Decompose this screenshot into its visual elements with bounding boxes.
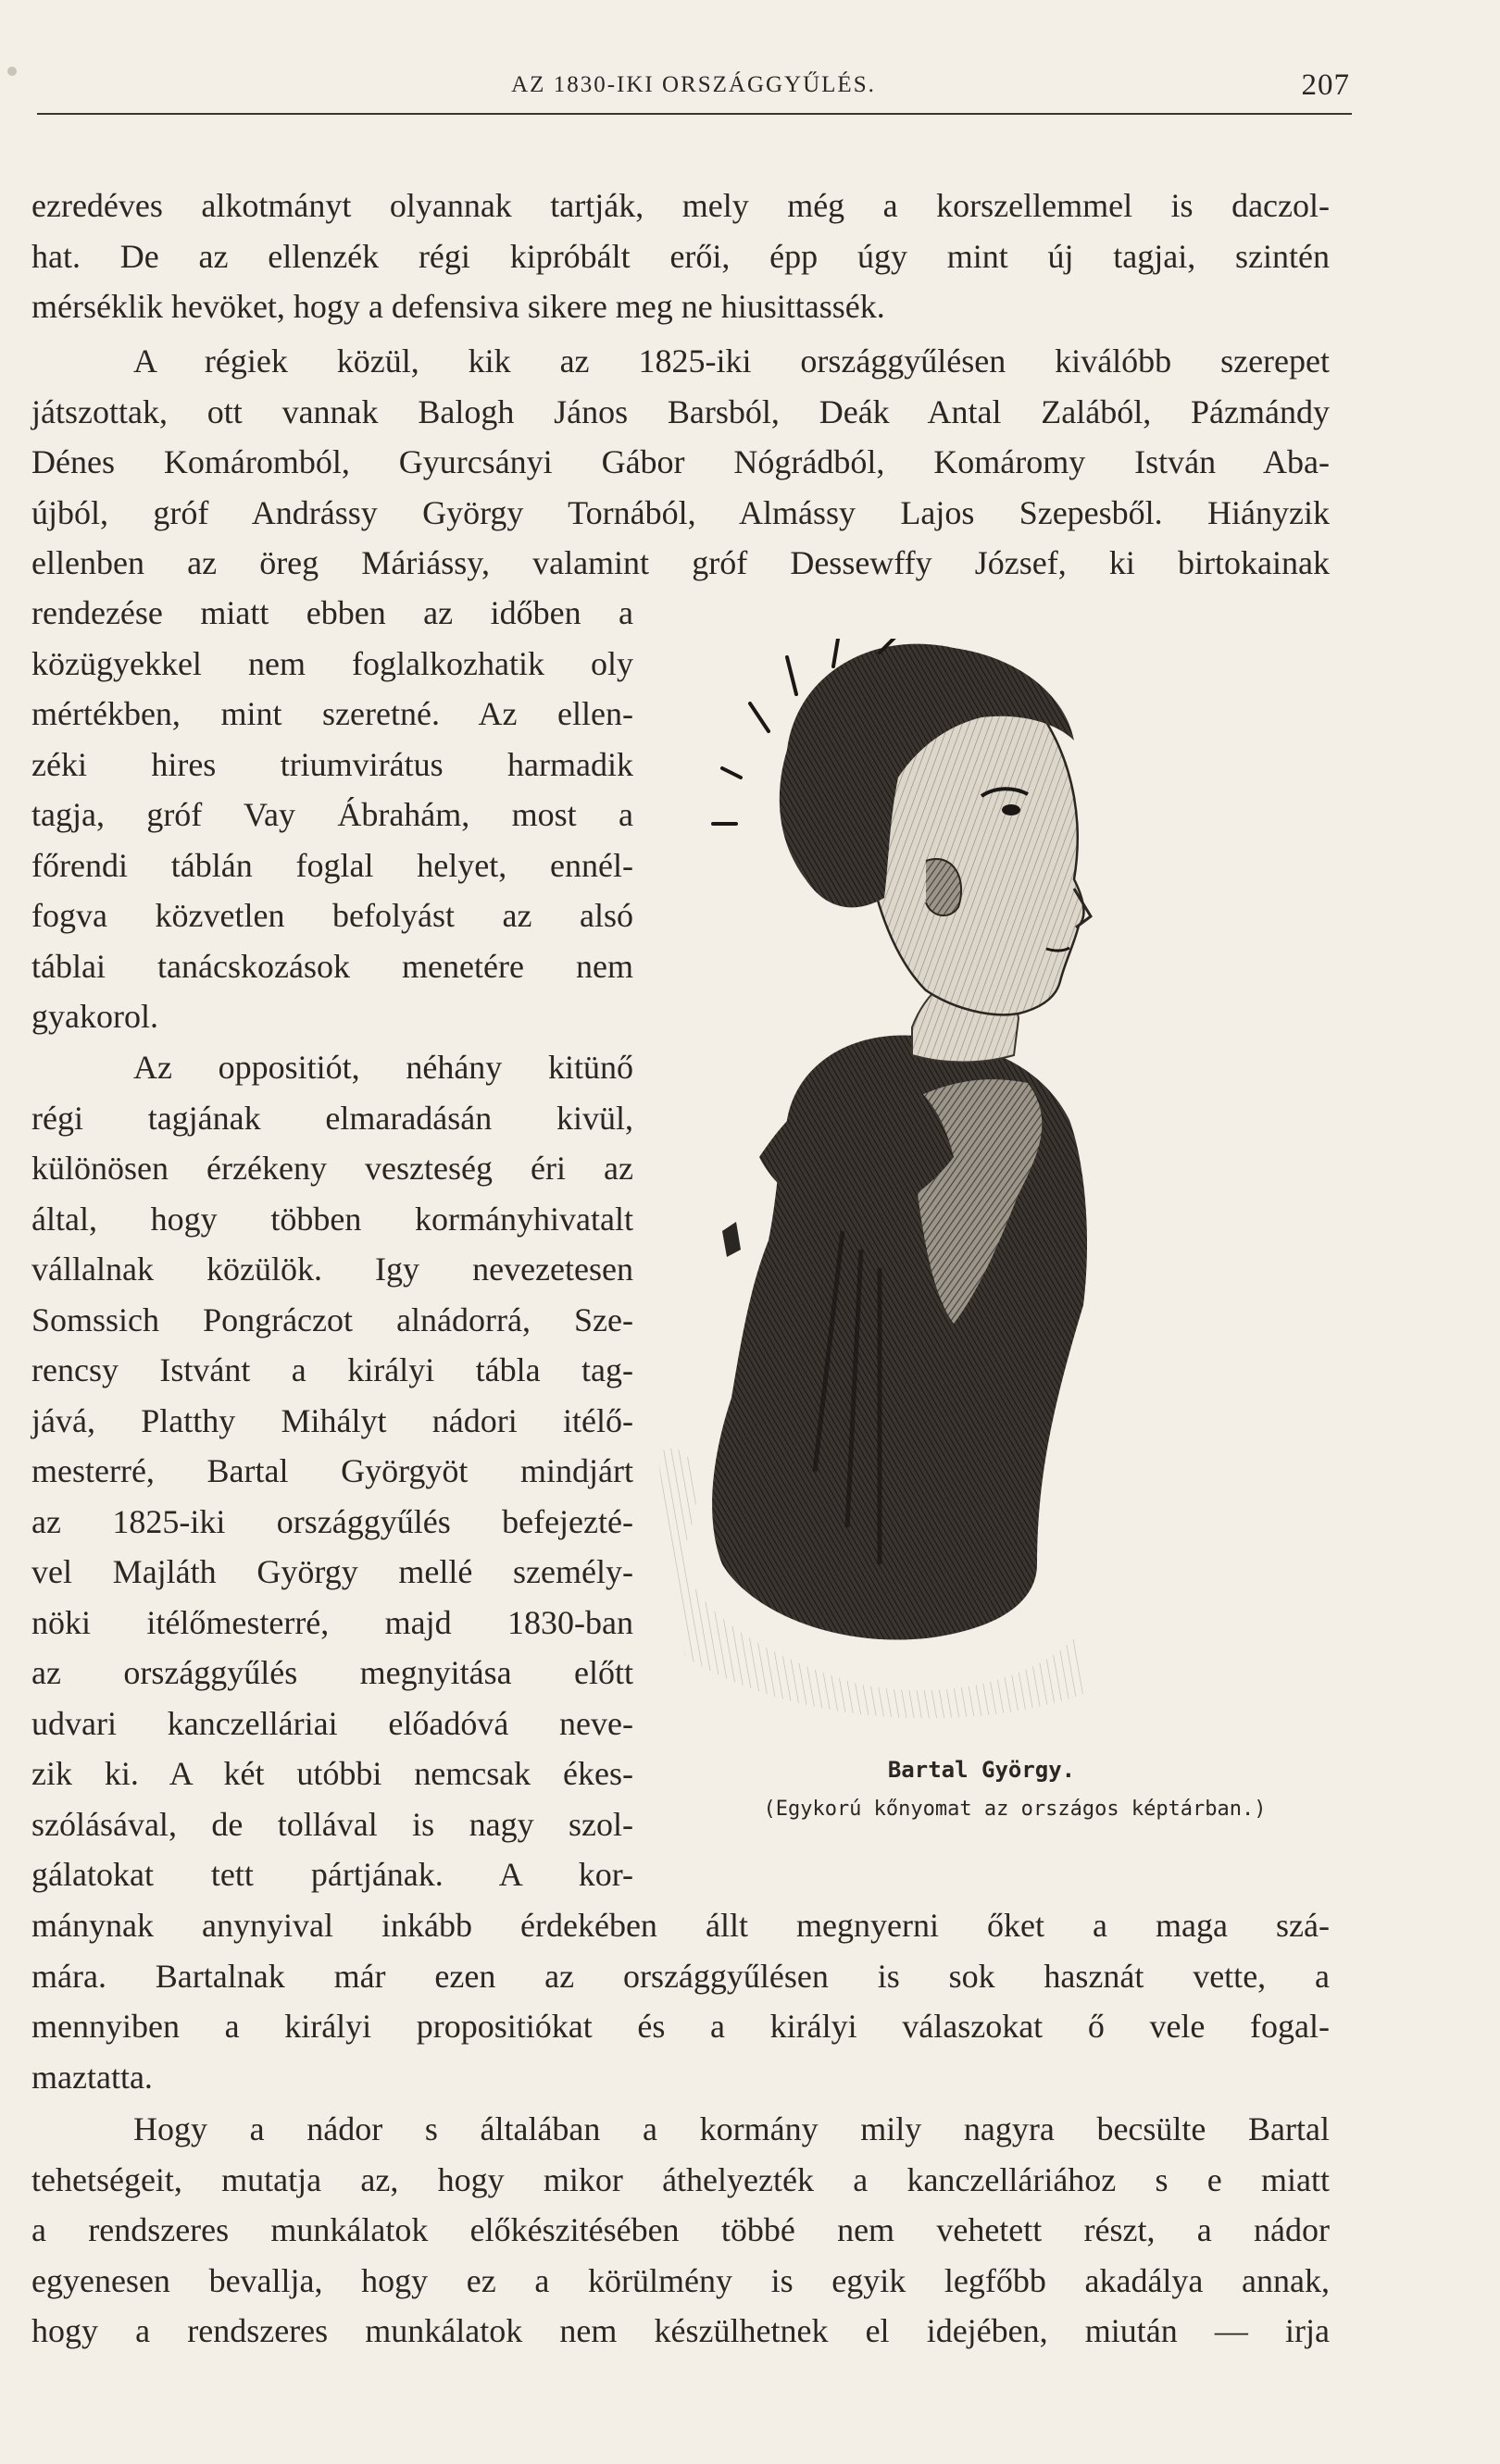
text-line: ezredéves alkotmányt olyannak tartják, mely még a korszellemmel is daczol- <box>31 187 1330 224</box>
text-line: zéki hires triumvirátus harmadik <box>31 745 633 783</box>
text-line: udvari kanczelláriai előadóvá neve- <box>31 1704 633 1742</box>
running-head: AZ 1830-IKI ORSZÁGGYŰLÉS. <box>511 72 876 97</box>
text-line: rendezése miatt ebben az időben a <box>31 594 633 631</box>
text-line: mánynak anynyival inkább érdekében állt megnyerni őket a maga szá- <box>31 1907 1330 1944</box>
text-line: Dénes Komáromból, Gyurcsányi Gábor Nógrádból, Komáromy István Aba- <box>31 443 1330 480</box>
text-line: nöki itélőmesterré, majd 1830-ban <box>31 1603 633 1641</box>
paper-stain <box>7 67 17 76</box>
text-line: zik ki. A két utóbbi nemcsak ékes- <box>31 1755 633 1792</box>
page-number: 207 <box>1301 68 1350 102</box>
portrait-bartal-gyorgy <box>648 639 1167 1759</box>
text-line: mértékben, mint szeretné. Az ellen- <box>31 695 633 732</box>
header-rule <box>37 113 1352 115</box>
figure-caption-name: Bartal György. <box>887 1757 1076 1783</box>
text-line: közügyekkel nem foglalkozhatik oly <box>31 644 633 682</box>
text-line: az 1825-iki országgyűlés befejezté- <box>31 1502 633 1540</box>
text-line: gálatokat tett pártjának. A kor- <box>31 1856 633 1893</box>
text-line: egyenesen bevallja, hogy ez a körülmény is egyik legfőbb akadálya annak, <box>31 2261 1330 2299</box>
text-line: vállalnak közülök. Igy nevezetesen <box>31 1251 633 1288</box>
text-line: maztatta. <box>31 2058 153 2096</box>
text-line: hat. De az ellenzék régi kipróbált erői, épp úgy mint új tagjai, szintén <box>31 237 1330 275</box>
text-line: Hogy a nádor s általában a kormány mily nagyra becsülte Bartal <box>133 2110 1330 2147</box>
text-line: ellenben az öreg Máriássy, valamint gróf Dessewffy József, ki birtokainak <box>31 544 1330 581</box>
text-line: a rendszeres munkálatok előkészitésében többé nem vehetett részt, a nádor <box>31 2211 1330 2248</box>
text-line: hogy a rendszeres munkálatok nem készülhetnek el idejében, miután — irja <box>31 2312 1330 2349</box>
text-line: gyakorol. <box>31 998 158 1035</box>
text-line: fogva közvetlen befolyást az alsó <box>31 897 633 934</box>
figure-caption-source: (Egykorú kőnyomat az országos képtárban.) <box>763 1798 1267 1821</box>
text-line: szólásával, de tollával is nagy szol- <box>31 1805 633 1843</box>
text-line: rencsy Istvánt a királyi tábla tag- <box>31 1351 633 1388</box>
text-line: játszottak, ott vannak Balogh János Barsból, Deák Antal Zalából, Pázmándy <box>31 392 1330 430</box>
text-line: tehetségeit, mutatja az, hogy mikor áthelyezték a kanczelláriához s e miatt <box>31 2160 1330 2198</box>
text-line: táblai tanácskozások menetére nem <box>31 947 633 985</box>
text-line: jává, Platthy Mihályt nádori itélő- <box>31 1401 633 1439</box>
text-line: által, hogy többen kormányhivatalt <box>31 1200 633 1238</box>
text-line: mára. Bartalnak már ezen az országgyűlésen is sok hasznát vette, a <box>31 1957 1330 1995</box>
text-line: különösen érzékeny veszteség éri az <box>31 1150 633 1187</box>
text-line: mesterré, Bartal Györgyöt mindjárt <box>31 1452 633 1489</box>
text-line: az országgyűlés megnyitása előtt <box>31 1654 633 1691</box>
text-line: mérséklik hevöket, hogy a defensiva sikere meg ne hiusittassék. <box>31 288 885 325</box>
text-line: Somssich Pongráczot alnádorrá, Sze- <box>31 1300 633 1338</box>
text-line: újból, gróf Andrássy György Tornából, Almássy Lajos Szepesből. Hiányzik <box>31 493 1330 531</box>
text-line: régi tagjának elmaradásán kivül, <box>31 1099 633 1137</box>
text-line: vel Majláth György mellé személy- <box>31 1553 633 1590</box>
text-line: Az oppositiót, néhány kitünő <box>133 1049 633 1086</box>
text-line: A régiek közül, kik az 1825-iki országgyűlésen kiválóbb szerepet <box>133 342 1330 380</box>
text-line: mennyiben a királyi propositiókat és a királyi válaszokat ő vele fogal- <box>31 2008 1330 2045</box>
text-line: tagja, gróf Vay Ábrahám, most a <box>31 796 633 833</box>
text-line: főrendi táblán foglal helyet, ennél- <box>31 846 633 884</box>
page-header <box>37 68 1350 109</box>
